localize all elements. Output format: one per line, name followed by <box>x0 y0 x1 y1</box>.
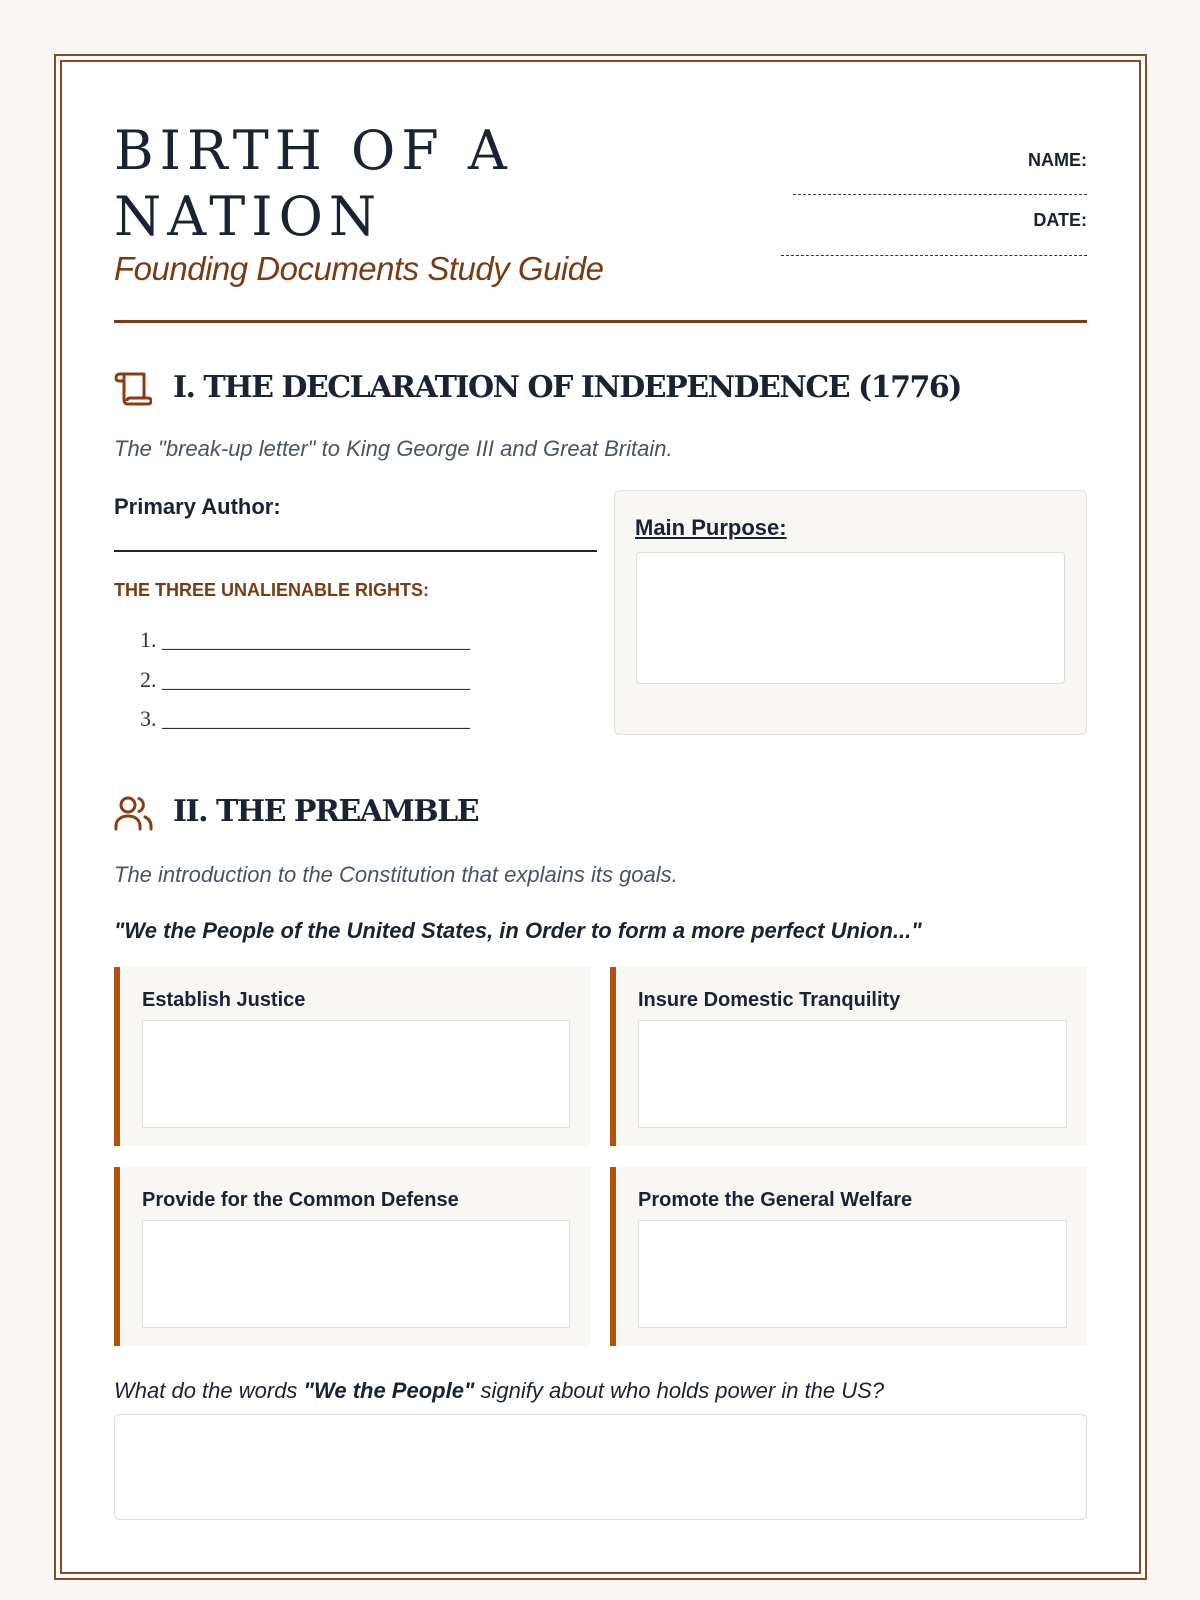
goal-answer-input[interactable] <box>142 1020 570 1128</box>
main-purpose-label: Main Purpose: <box>635 515 787 540</box>
goal-card-establish-justice <box>114 967 590 1146</box>
section-2-heading: II. THE PREAMBLE <box>173 794 479 829</box>
right-number: 3. <box>140 706 157 731</box>
preamble-quote: "We the People of the United States, in Order to form a more perfect Union..." <box>114 918 922 943</box>
goal-answer-input[interactable] <box>638 1020 1067 1128</box>
section-1-description: The "break-up letter" to King George III and Great Britain. <box>114 436 673 461</box>
page-title: BIRTH OF A NATION <box>114 119 513 248</box>
right-item-1[interactable] <box>140 627 470 653</box>
goal-card-general-welfare <box>610 1167 1087 1346</box>
section-1-heading: I. THE DECLARATION OF INDEPENDENCE (1776) <box>173 370 961 405</box>
right-blank[interactable]: ____________________________ <box>162 667 470 692</box>
goal-card-common-defense <box>114 1167 590 1346</box>
goal-card-domestic-tranquility <box>610 967 1087 1146</box>
rights-label: THE THREE UNALIENABLE RIGHTS: <box>114 580 429 600</box>
right-number: 1. <box>140 627 157 652</box>
goal-answer-input[interactable] <box>142 1220 570 1328</box>
name-field[interactable] <box>793 194 1087 195</box>
question-text: signify about who holds power in the US? <box>474 1378 885 1403</box>
question-emphasis: "We the People" <box>303 1378 475 1403</box>
main-purpose-panel <box>614 490 1087 735</box>
name-label: NAME: <box>1028 150 1087 170</box>
scroll-icon <box>114 370 152 411</box>
page-subtitle: Founding Documents Study Guide <box>114 250 604 287</box>
primary-author-field[interactable] <box>114 550 597 552</box>
right-item-2[interactable] <box>140 667 470 693</box>
we-the-people-question <box>114 1378 884 1404</box>
main-purpose-input[interactable] <box>636 552 1065 684</box>
we-the-people-answer-input[interactable] <box>114 1414 1087 1520</box>
primary-author-label: Primary Author: <box>114 494 281 519</box>
people-icon <box>114 795 154 836</box>
goal-label: Provide for the Common Defense <box>142 1189 459 1211</box>
date-field[interactable] <box>781 255 1087 256</box>
goal-label: Promote the General Welfare <box>638 1189 913 1211</box>
goal-answer-input[interactable] <box>638 1220 1067 1328</box>
right-item-3[interactable] <box>140 706 470 732</box>
date-label: DATE: <box>1033 210 1087 230</box>
section-2-description: The introduction to the Constitution that explains its goals. <box>114 862 678 887</box>
right-number: 2. <box>140 667 157 692</box>
question-text: What do the words <box>114 1378 304 1403</box>
goal-label: Insure Domestic Tranquility <box>638 989 901 1011</box>
header-divider <box>114 320 1087 323</box>
right-blank[interactable]: ____________________________ <box>162 627 470 652</box>
goal-label: Establish Justice <box>142 989 306 1011</box>
right-blank[interactable]: ____________________________ <box>162 706 470 731</box>
